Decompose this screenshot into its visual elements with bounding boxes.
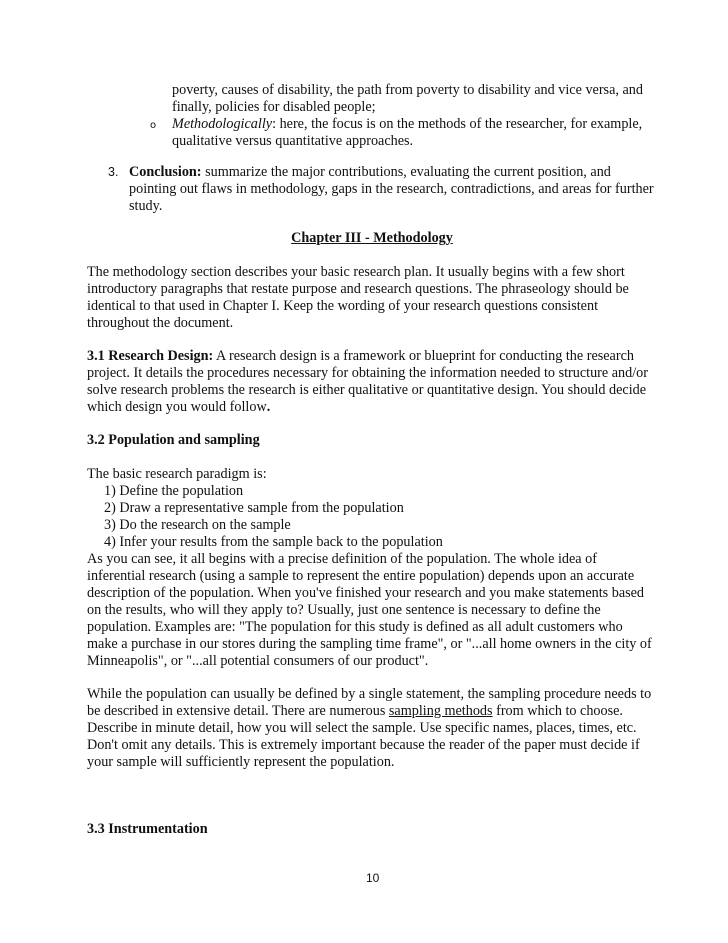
chapter-title: Chapter III - Methodology <box>291 230 453 246</box>
research-design-line <box>87 399 270 416</box>
research-design-heading: 3.1 Research Design: <box>87 348 214 364</box>
intro-line: identical to that used in Chapter I. Keep the wording of your research questions consistent <box>87 298 599 314</box>
population-paragraph-line: make a purchase in our stores during the sampling time frame", or "...all home owners in the city of <box>87 636 652 652</box>
population-paragraph-line: on the results, who will they apply to? Usually, just one sentence is necessary to define the <box>87 602 601 618</box>
paradigm-step: 2) Draw a representative sample from the population <box>104 500 404 516</box>
conclusion-label: Conclusion: <box>129 164 202 180</box>
page-number: 10 <box>366 871 380 885</box>
paradigm-intro: The basic research paradigm is: <box>87 466 267 482</box>
research-design-text: A research design is a framework or blueprint for conducting the research <box>213 348 634 364</box>
sub-bullet-line: poverty, causes of disability, the path from poverty to disability and vice versa, and <box>172 82 643 98</box>
paradigm-step: 1) Define the population <box>104 483 244 499</box>
sub-bullet-line: qualitative versus quantitative approaches. <box>172 133 414 149</box>
paradigm-step: 3) Do the research on the sample <box>104 517 291 533</box>
method-text: : here, the focus is on the methods of the researcher, for example, <box>272 116 643 132</box>
paradigm-step: 4) Infer your results from the sample back to the population <box>104 534 443 550</box>
sampling-paragraph-line: Don't omit any details. This is extremely important because the reader of the paper must decide if <box>87 737 640 753</box>
instrumentation-heading: 3.3 Instrumentation <box>87 821 208 837</box>
conclusion-text: summarize the major contributions, evaluating the current position, and <box>201 164 611 180</box>
population-paragraph-line: description of the population. When you've finished your research and you make statements based <box>87 585 645 601</box>
conclusion-line: study. <box>129 198 163 214</box>
conclusion-line <box>129 164 611 181</box>
population-paragraph-line: As you can see, it all begins with a precise definition of the population. The whole idea of <box>87 551 597 567</box>
sampling-methods-link[interactable]: sampling methods <box>388 703 493 719</box>
population-heading: 3.2 Population and sampling <box>87 432 260 448</box>
population-paragraph-line: Minneapolis", or "...all potential consumers of our product". <box>87 653 429 669</box>
research-design-text: which design you would follow <box>87 399 267 415</box>
sampling-text: be described in extensive detail. There are numerous <box>87 703 389 719</box>
intro-line: introductory paragraphs that restate purpose and research questions. The phraseology should be <box>87 281 629 297</box>
research-design-line <box>87 348 634 365</box>
conclusion-line: pointing out flaws in methodology, gaps in the research, contradictions, and areas for further <box>129 181 654 197</box>
intro-line: throughout the document. <box>87 315 234 331</box>
method-label: Methodologically <box>172 116 273 132</box>
sub-bullet-line: finally, policies for disabled people; <box>172 99 376 115</box>
list-number: 3. <box>108 165 119 179</box>
research-design-period: . <box>266 399 271 415</box>
sampling-paragraph-line <box>87 703 623 720</box>
research-design-line: solve research problems the research is either qualitative or quantitative design. You should decide <box>87 382 647 398</box>
circle-bullet-icon: o <box>150 120 157 131</box>
sampling-paragraph-line: Describe in minute detail, how you will select the sample. Use specific names, places, times, etc. <box>87 720 637 736</box>
population-paragraph-line: inferential research (using a sample to represent the entire population) depends upon an accurate <box>87 568 635 584</box>
intro-line: The methodology section describes your basic research plan. It usually begins with a few short <box>87 264 625 280</box>
sampling-paragraph-line: your sample will sufficiently represent the population. <box>87 754 395 770</box>
sub-bullet-methodologically <box>172 116 642 133</box>
research-design-line: project. It details the procedures necessary for obtaining the information needed to structure and/or <box>87 365 648 381</box>
sampling-text: from which to choose. <box>492 703 623 719</box>
sampling-paragraph-line: While the population can usually be defined by a single statement, the sampling procedure needs to <box>87 686 652 702</box>
population-paragraph-line: population. Examples are: "The population for this study is defined as all adult customers who <box>87 619 623 635</box>
